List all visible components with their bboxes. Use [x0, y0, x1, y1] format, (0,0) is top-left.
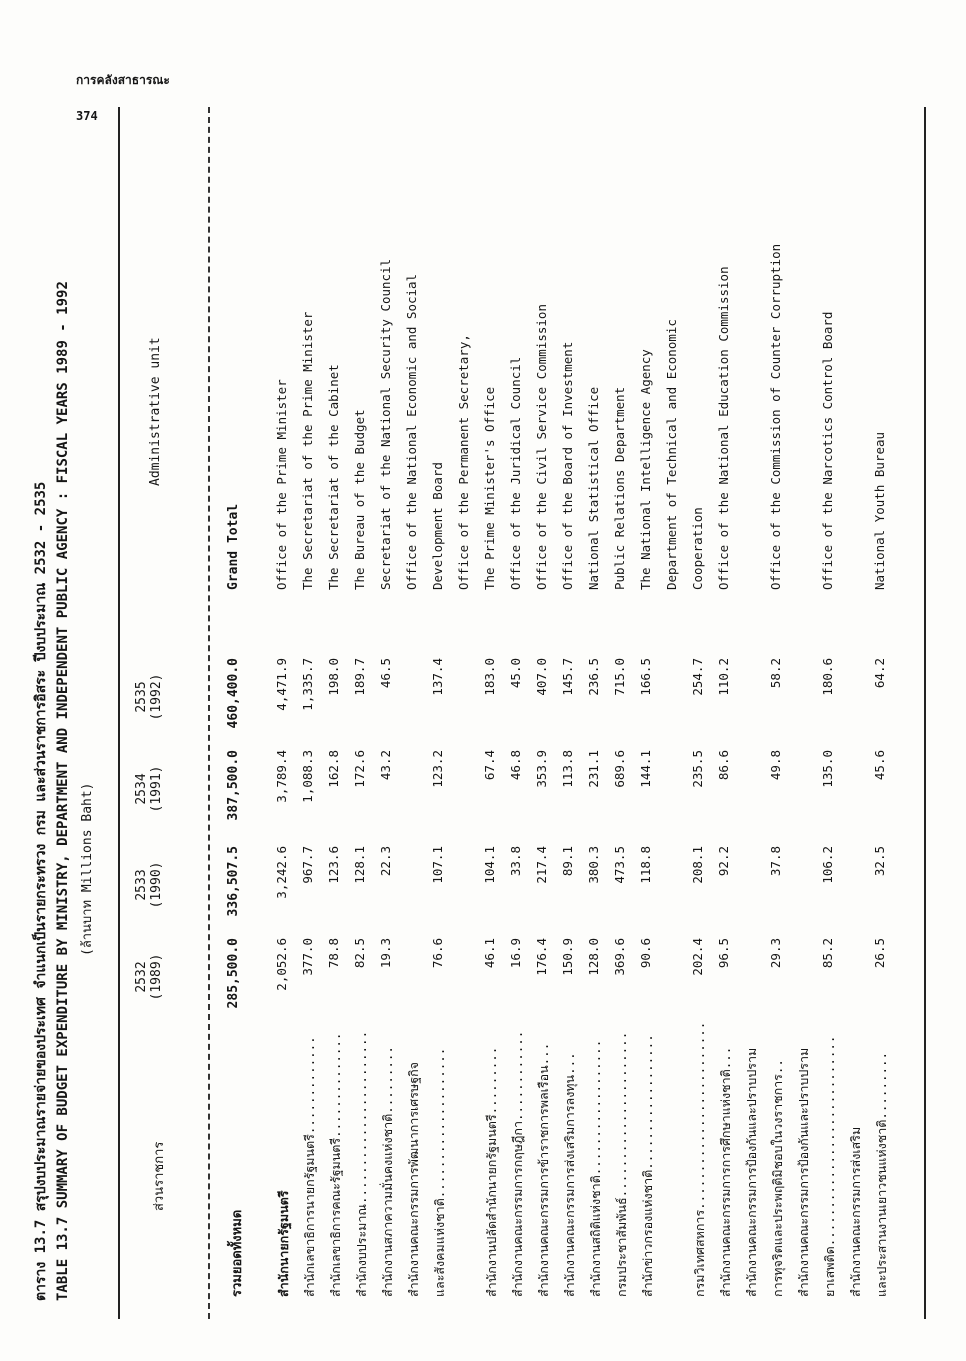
row-value-3: 123.2 [430, 750, 445, 788]
table-row [430, 0, 450, 1361]
row-thai-label: สำนักงานคณะกรรมการการศึกษาแห่งชาติ... [718, 1046, 733, 1297]
year-1-english: (1989) [149, 953, 164, 1001]
row-value-2: 118.8 [638, 846, 653, 884]
row-value-4: 180.6 [820, 658, 835, 696]
row-value-1: 46.1 [482, 938, 497, 969]
year-2-thai: 2533 [134, 869, 149, 901]
row-english-label: Office of the National Economic and Social [404, 273, 419, 590]
row-value-2: 128.1 [352, 846, 367, 884]
table-row [456, 0, 476, 1361]
row-value-3: 231.1 [586, 750, 601, 788]
row-value-1: 96.5 [716, 938, 731, 969]
row-thai-label: และสังคมแห่งชาติ.................... [432, 1047, 447, 1297]
table-title-thai: ตาราง 13.7 สรุปงบประมาณรายจ่ายของประเทศ จำแนกเป็นรายกระทรวง กรม และส่วนราชการอิสระ ปีงบประมาณ 2532 - 2535 [33, 481, 49, 1301]
column-head-year-2 [134, 846, 164, 924]
year-2-english: (1990) [149, 861, 164, 909]
row-value-2: 336,507.5 [226, 846, 241, 917]
table-row [872, 0, 892, 1361]
row-thai-label: สำนักข่าวกรองแห่งชาติ.................. [640, 1034, 655, 1297]
row-english-label: The Secretariat of the Prime Minister [300, 311, 315, 590]
table-row [352, 0, 372, 1361]
row-value-1: 377.0 [300, 938, 315, 976]
table-row [508, 0, 528, 1361]
year-4-english: (1992) [149, 673, 164, 721]
row-value-2: 106.2 [820, 846, 835, 884]
row-thai-label: สำนักงานคณะกรรมการส่งเสริมการลงทุน... [562, 1052, 577, 1297]
column-head-thai: ส่วนราชการ [152, 1141, 167, 1211]
row-value-3: 162.8 [326, 750, 341, 788]
table-row [794, 0, 814, 1361]
chapter-title: การคลังสาธารณะ [76, 73, 170, 87]
row-english-label: The Bureau of the Budget [352, 409, 367, 590]
table-row [378, 0, 398, 1361]
row-value-2: 104.1 [482, 846, 497, 884]
row-value-2: 107.1 [430, 846, 445, 884]
row-value-3: 172.6 [352, 750, 367, 788]
row-value-3: 387,500.0 [226, 750, 241, 821]
row-english-label: Grand Total [226, 503, 241, 590]
table-row [664, 0, 684, 1361]
row-value-4: 58.2 [768, 658, 783, 689]
row-value-4: 460,400.0 [226, 658, 241, 729]
table-bottom-rule [924, 107, 926, 1319]
row-value-1: 78.8 [326, 938, 341, 969]
column-head-year-1 [134, 938, 164, 1016]
table-row [560, 0, 580, 1361]
column-head-year-3 [134, 750, 164, 828]
row-value-4: 236.5 [586, 658, 601, 696]
row-value-3: 43.2 [378, 750, 393, 781]
table-top-rule [118, 107, 120, 1319]
row-thai-label: สำนักงบประมาณ....................... [354, 1030, 369, 1297]
row-thai-label: สำนักงานคณะกรรมการป้องกันและปราบปราม [796, 1047, 811, 1297]
row-thai-label: สำนักงานสถิติแห่งชาติ.................. [588, 1039, 603, 1297]
row-thai-label: สำนักงานคณะกรรมการกฤษฎีกา............ [510, 1030, 525, 1297]
table-head-rule [208, 107, 210, 1319]
row-english-label: Office of the Narcotics Control Board [820, 311, 835, 590]
row-value-4: 198.0 [326, 658, 341, 696]
table-title-english: TABLE 13.7 SUMMARY OF BUDGET EXPENDITURE BY MINISTRY, DEPARTMENT AND INDEPENDENT PUBLIC AGENCY : FISCAL YEARS 1989 - 1992 [55, 281, 71, 1301]
row-value-4: 46.5 [378, 658, 393, 689]
row-value-1: 128.0 [586, 938, 601, 976]
table-titles [30, 281, 74, 1301]
row-value-2: 22.3 [378, 846, 393, 877]
table-row [768, 0, 788, 1361]
units-note: (ล้านบาท Millions Baht) [80, 782, 95, 956]
row-value-2: 37.8 [768, 846, 783, 877]
table-row [742, 0, 762, 1361]
row-english-label: Department of Technical and Economic [664, 319, 679, 590]
page-number: 374 [76, 109, 98, 123]
row-value-3: 135.0 [820, 750, 835, 788]
table-row [482, 0, 502, 1361]
year-4-thai: 2535 [134, 681, 149, 713]
row-value-1: 85.2 [820, 938, 835, 969]
row-value-3: 46.8 [508, 750, 523, 781]
row-value-1: 202.4 [690, 938, 705, 976]
row-value-2: 32.5 [872, 846, 887, 877]
row-value-1: 176.4 [534, 938, 549, 976]
row-thai-label: สำนักงานปลัดสำนักนายกรัฐมนตรี......... [484, 1046, 499, 1297]
row-value-1: 29.3 [768, 938, 783, 969]
row-value-1: 369.6 [612, 938, 627, 976]
row-value-4: 110.2 [716, 658, 731, 696]
row-thai-label: การทุจริตและประพฤติมิชอบในวงราชการ.. [770, 1059, 785, 1297]
row-value-2: 123.6 [326, 846, 341, 884]
table-row [226, 0, 246, 1361]
row-value-4: 166.5 [638, 658, 653, 696]
row-thai-label: และประสานงานเยาวชนแห่งชาติ......... [874, 1051, 889, 1297]
row-value-3: 49.8 [768, 750, 783, 781]
column-head-year-4 [134, 658, 164, 736]
row-english-label: Office of the Prime Minister [274, 379, 289, 590]
row-english-label: Secretariat of the National Security Council [378, 258, 393, 590]
row-english-label: Office of the Juridical Council [508, 356, 523, 590]
row-value-3: 353.9 [534, 750, 549, 788]
row-value-1: 19.3 [378, 938, 393, 969]
table-row [326, 0, 346, 1361]
row-value-4: 1,335.7 [300, 658, 315, 711]
table-row [274, 0, 294, 1361]
row-english-label: Office of the National Education Commission [716, 266, 731, 590]
row-english-label: Office of the Commission of Counter Corruption [768, 243, 783, 590]
row-value-2: 217.4 [534, 846, 549, 884]
table-row [716, 0, 736, 1361]
row-value-1: 76.6 [430, 938, 445, 969]
row-thai-label: สำนักงานคณะกรรมการป้องกันและปราบปราม [744, 1047, 759, 1297]
row-value-1: 285,500.0 [226, 938, 241, 1009]
row-thai-label: สำนักนายกรัฐมนตรี [276, 1190, 291, 1297]
row-value-3: 67.4 [482, 750, 497, 781]
row-value-2: 967.7 [300, 846, 315, 884]
row-thai-label: กรมประชาสัมพันธ์...................... [614, 1031, 629, 1297]
row-value-2: 380.3 [586, 846, 601, 884]
row-thai-label: สำนักงานคณะกรรมการข้าราชการพลเรือน... [536, 1042, 551, 1297]
row-english-label: Office of the Civil Service Commission [534, 304, 549, 590]
row-value-2: 92.2 [716, 846, 731, 877]
table-row [534, 0, 554, 1361]
row-thai-label: สำนักงานคณะกรรมการส่งเสริม [848, 1126, 863, 1297]
row-value-3: 689.6 [612, 750, 627, 788]
row-thai-label: สำนักงานสภาความมั่นคงแห่งชาติ......... [380, 1046, 395, 1297]
row-value-4: 145.7 [560, 658, 575, 696]
row-value-3: 86.6 [716, 750, 731, 781]
row-value-1: 2,052.6 [274, 938, 289, 991]
row-value-1: 16.9 [508, 938, 523, 969]
row-value-4: 45.0 [508, 658, 523, 689]
table-row [690, 0, 710, 1361]
table-row [586, 0, 606, 1361]
table-row [820, 0, 840, 1361]
row-value-4: 64.2 [872, 658, 887, 689]
row-english-label: The Prime Minister's Office [482, 386, 497, 590]
row-value-4: 715.0 [612, 658, 627, 696]
table-row [300, 0, 320, 1361]
row-value-2: 473.5 [612, 846, 627, 884]
row-english-label: National Statistical Office [586, 386, 601, 590]
row-english-label: The National Intelligence Agency [638, 349, 653, 590]
row-value-4: 189.7 [352, 658, 367, 696]
row-english-label: Public Relations Department [612, 386, 627, 590]
table-row [612, 0, 632, 1361]
row-value-1: 26.5 [872, 938, 887, 969]
row-value-4: 183.0 [482, 658, 497, 696]
row-english-label: The Secretariat of the Cabinet [326, 364, 341, 590]
row-value-2: 89.1 [560, 846, 575, 877]
row-english-label: Office of the Board of Investment [560, 341, 575, 590]
row-value-2: 33.8 [508, 846, 523, 877]
row-thai-label: ยาเสพติด............................ [822, 1035, 837, 1297]
table-row [638, 0, 658, 1361]
column-head-english: Administrative unit [148, 337, 163, 486]
row-value-3: 45.6 [872, 750, 887, 781]
row-value-3: 235.5 [690, 750, 705, 788]
row-value-3: 113.8 [560, 750, 575, 788]
row-thai-label: สำนักงานคณะกรรมการพัฒนาการเศรษฐกิจ [406, 1062, 421, 1297]
row-english-label: National Youth Bureau [872, 431, 887, 590]
year-3-thai: 2534 [134, 773, 149, 805]
row-english-label: Office of the Permanent Secretary, [456, 334, 471, 590]
row-value-1: 150.9 [560, 938, 575, 976]
row-value-4: 137.4 [430, 658, 445, 696]
row-value-3: 144.1 [638, 750, 653, 788]
row-value-4: 407.0 [534, 658, 549, 696]
row-thai-label: สำนักเลขาธิการนายกรัฐมนตรี............. [302, 1036, 317, 1297]
row-english-label: Cooperation [690, 507, 705, 590]
row-value-4: 4,471.9 [274, 658, 289, 711]
row-value-3: 3,789.4 [274, 750, 289, 803]
row-thai-label: สำนักเลขาธิการคณะรัฐมนตรี.............. [328, 1032, 343, 1297]
row-thai-label: กรมวิเทศสหการ......................... [692, 1021, 707, 1297]
row-value-1: 90.6 [638, 938, 653, 969]
year-1-thai: 2532 [134, 961, 149, 993]
year-3-english: (1991) [149, 765, 164, 813]
row-english-label: Development Board [430, 462, 445, 590]
table-row [404, 0, 424, 1361]
row-value-2: 208.1 [690, 846, 705, 884]
row-value-3: 1,088.3 [300, 750, 315, 803]
table-row [846, 0, 866, 1361]
row-thai-label: รวมยอดทั้งหมด [230, 1209, 245, 1297]
row-value-2: 3,242.6 [274, 846, 289, 899]
row-value-4: 254.7 [690, 658, 705, 696]
row-value-1: 82.5 [352, 938, 367, 969]
